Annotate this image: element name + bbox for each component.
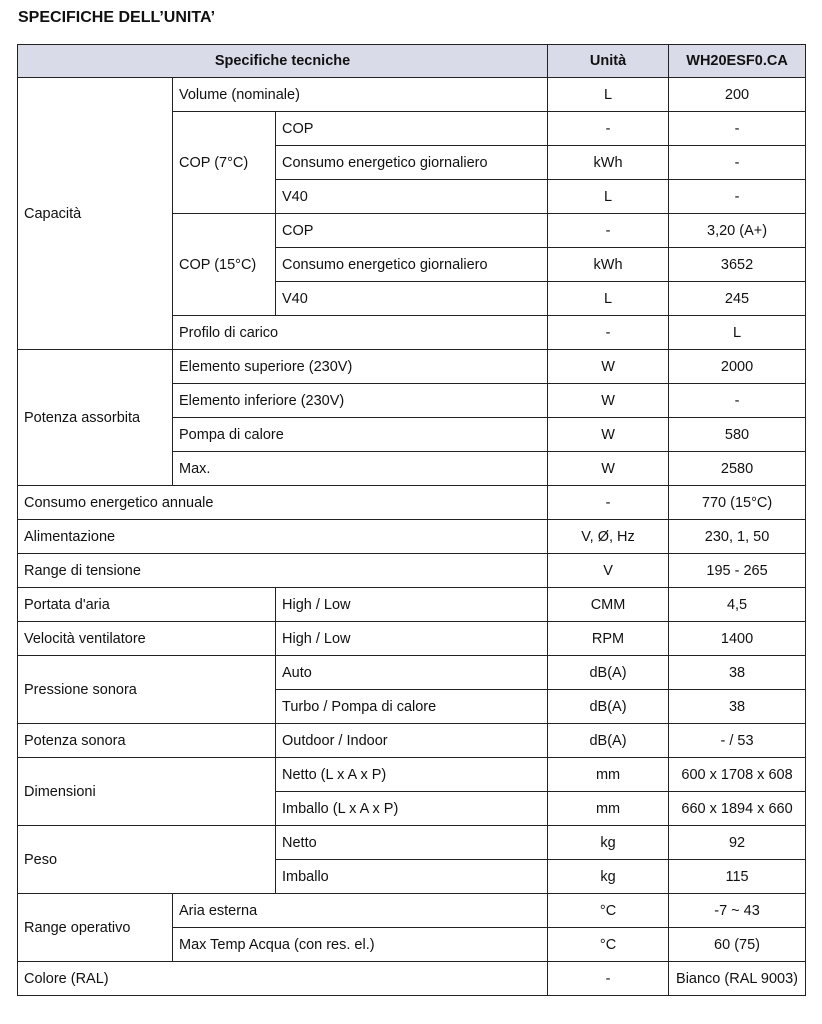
row-label: Consumo energetico giornaliero [276,146,548,180]
value-cell: Bianco (RAL 9003) [669,962,806,996]
table-row [18,554,806,588]
row-label: Alimentazione [18,520,548,554]
table-row [18,724,806,758]
value-cell: 3652 [669,248,806,282]
row-label: Max Temp Acqua (con res. el.) [173,928,548,962]
row-sublabel: Turbo / Pompa di calore [276,690,548,724]
table-row [18,520,806,554]
row-label: Elemento superiore (230V) [173,350,548,384]
unit-cell: - [548,316,669,350]
row-label: Aria esterna [173,894,548,928]
value-cell: - / 53 [669,724,806,758]
value-cell: 115 [669,860,806,894]
group-label: Range operativo [18,894,173,962]
row-label: Pompa di calore [173,418,548,452]
unit-cell: mm [548,792,669,826]
value-cell: -7 ~ 43 [669,894,806,928]
value-cell: - [669,146,806,180]
unit-cell: dB(A) [548,656,669,690]
value-cell: 660 x 1894 x 660 [669,792,806,826]
table-row [18,78,806,112]
group-label: Capacità [18,78,173,350]
unit-cell: L [548,180,669,214]
table-row [18,622,806,656]
unit-cell: dB(A) [548,724,669,758]
row-label: Portata d'aria [18,588,276,622]
row-sublabel: High / Low [276,588,548,622]
table-row [18,656,806,690]
unit-cell: W [548,452,669,486]
row-label: Consumo energetico annuale [18,486,548,520]
spec-table [17,44,806,996]
row-label: Range di tensione [18,554,548,588]
group-label: Pressione sonora [18,656,276,724]
row-label: COP [276,112,548,146]
row-label: Colore (RAL) [18,962,548,996]
page-title: SPECIFICHE DELL’UNITA’ [18,9,216,26]
value-cell: 92 [669,826,806,860]
unit-cell: kg [548,826,669,860]
unit-cell: W [548,350,669,384]
row-label: Potenza sonora [18,724,276,758]
row-label: V40 [276,180,548,214]
row-sublabel: Netto (L x A x P) [276,758,548,792]
value-cell: 38 [669,690,806,724]
value-cell: 2000 [669,350,806,384]
value-cell: - [669,180,806,214]
value-cell: 2580 [669,452,806,486]
unit-cell: W [548,384,669,418]
row-label: Elemento inferiore (230V) [173,384,548,418]
value-cell: 230, 1, 50 [669,520,806,554]
unit-cell: dB(A) [548,690,669,724]
subgroup-label: COP (7°C) [173,112,276,214]
unit-cell: V [548,554,669,588]
row-label: V40 [276,282,548,316]
row-label: Profilo di carico [173,316,548,350]
row-sublabel: Outdoor / Indoor [276,724,548,758]
unit-cell: - [548,112,669,146]
table-row [18,758,806,792]
row-label: Velocità ventilatore [18,622,276,656]
unit-cell: kWh [548,248,669,282]
unit-cell: CMM [548,588,669,622]
subgroup-label: COP (15°C) [173,214,276,316]
unit-cell: kg [548,860,669,894]
group-label: Potenza assorbita [18,350,173,486]
header-unit: Unità [548,45,669,78]
unit-cell: kWh [548,146,669,180]
table-row [18,350,806,384]
unit-cell: L [548,282,669,316]
row-label: Consumo energetico giornaliero [276,248,548,282]
unit-cell: °C [548,894,669,928]
value-cell: 38 [669,656,806,690]
table-row [18,486,806,520]
value-cell: 200 [669,78,806,112]
value-cell: - [669,112,806,146]
unit-cell: W [548,418,669,452]
group-label: Dimensioni [18,758,276,826]
header-model: WH20ESF0.CA [669,45,806,78]
unit-cell: - [548,486,669,520]
value-cell: 4,5 [669,588,806,622]
table-row [18,894,806,928]
unit-cell: V, Ø, Hz [548,520,669,554]
value-cell: 60 (75) [669,928,806,962]
value-cell: 1400 [669,622,806,656]
table-row [18,826,806,860]
value-cell: 195 - 265 [669,554,806,588]
value-cell: 245 [669,282,806,316]
row-label: COP [276,214,548,248]
value-cell: 580 [669,418,806,452]
unit-cell: RPM [548,622,669,656]
unit-cell: °C [548,928,669,962]
value-cell: - [669,384,806,418]
table-row [18,962,806,996]
unit-cell: - [548,214,669,248]
row-sublabel: Auto [276,656,548,690]
value-cell: 770 (15°C) [669,486,806,520]
table-row [18,588,806,622]
row-sublabel: High / Low [276,622,548,656]
row-sublabel: Imballo [276,860,548,894]
unit-cell: L [548,78,669,112]
row-label: Volume (nominale) [173,78,548,112]
unit-cell: - [548,962,669,996]
header-spec: Specifiche tecniche [18,45,548,78]
value-cell: 3,20 (A+) [669,214,806,248]
row-sublabel: Netto [276,826,548,860]
row-label: Max. [173,452,548,486]
group-label: Peso [18,826,276,894]
value-cell: L [669,316,806,350]
header-row [18,45,806,78]
value-cell: 600 x 1708 x 608 [669,758,806,792]
row-sublabel: Imballo (L x A x P) [276,792,548,826]
unit-cell: mm [548,758,669,792]
